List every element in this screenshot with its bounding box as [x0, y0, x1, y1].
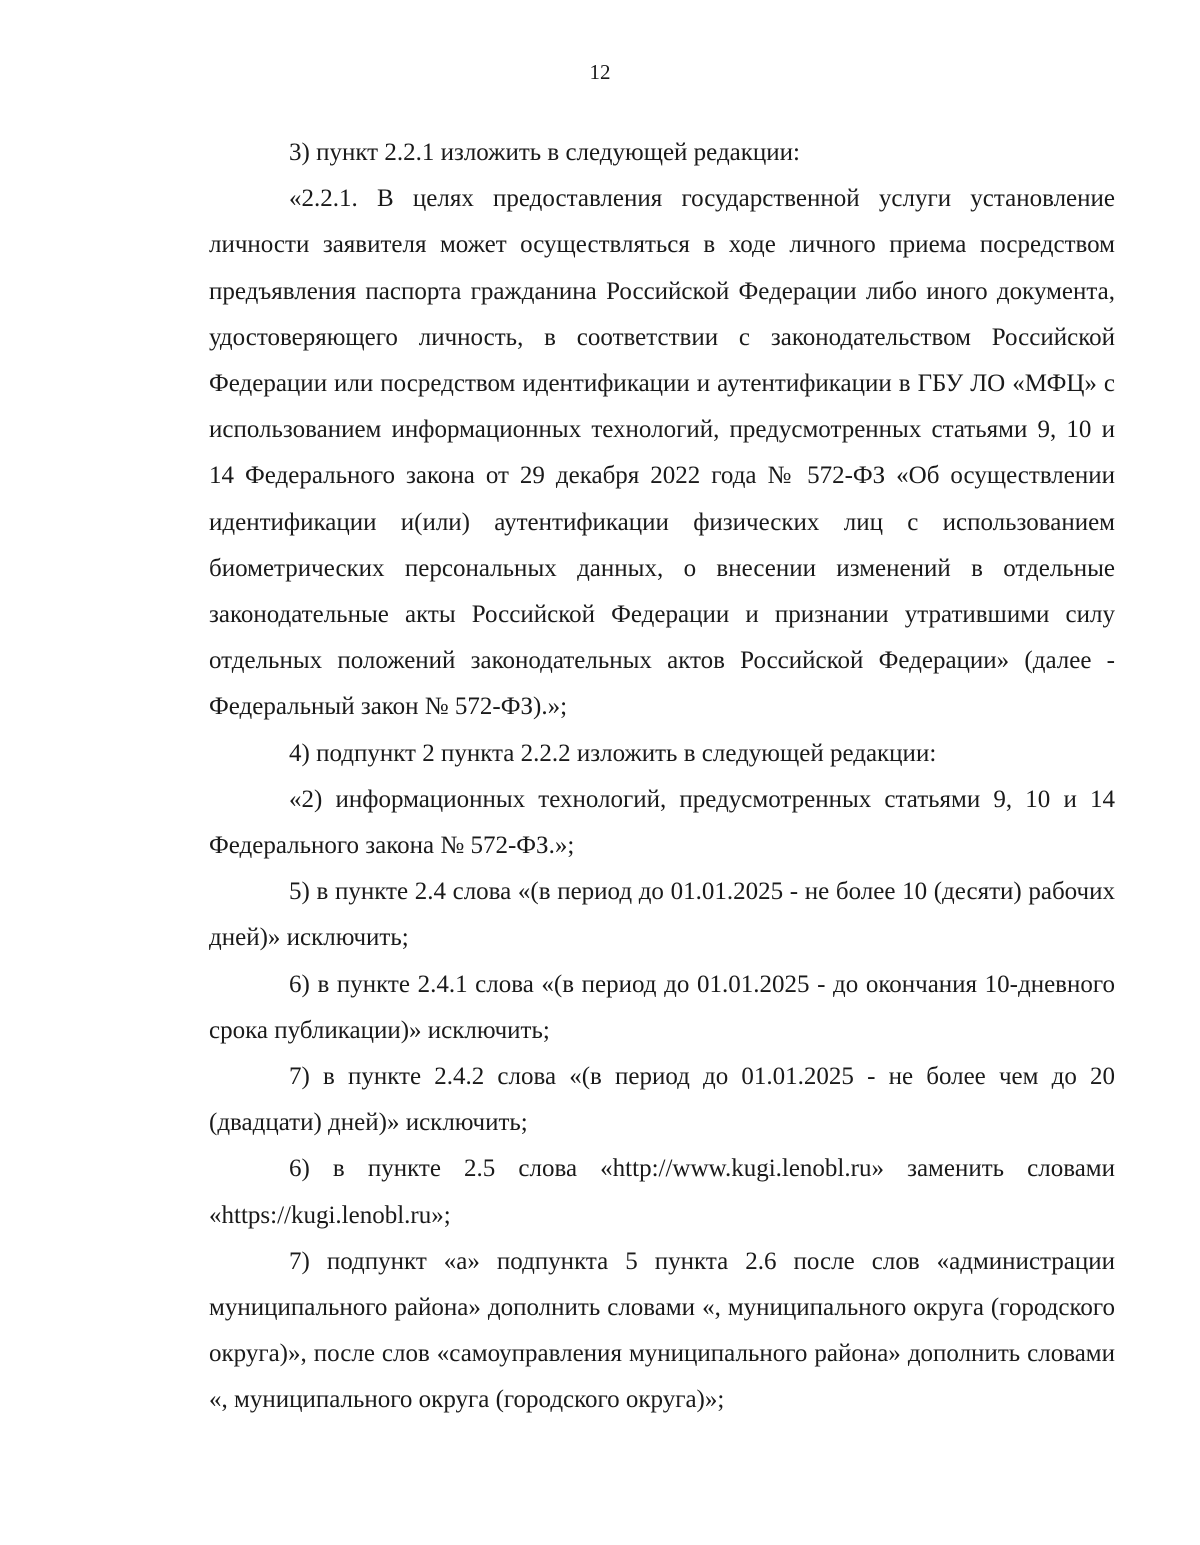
document-body — [209, 130, 1115, 1424]
paragraph-quoted-2-2-1: «2.2.1. В целях предоставления государственной услуги установление личности заявителя может осуществляться в ходе личного приема посредством предъявления паспорта гражданина Российской Федерации либо иного документа, удостоверяющего личность, в соответствии с законодательством Российской Федерации или посредством идентификации и аутентификации в ГБУ ЛО «МФЦ» с использованием информационных технологий, предусмотренных статьями 9, 10 и 14 Федерального закона от 29 декабря 2022 года № 572-ФЗ «Об осуществлении идентификации и(или) аутентификации физических лиц с использованием биометрических персональных данных, о внесении изменений в отдельные законодательные акты Российской Федерации и признании утратившими силу отдельных положений законодательных актов Российской Федерации» (далее - Федеральный закон № 572-ФЗ).»; — [209, 185, 1115, 721]
paragraph-item-5: 5) в пункте 2.4 слова «(в период до 01.01.2025 - не более 10 (десяти) рабочих дней)» исключить; — [209, 878, 1115, 952]
paragraph-quoted-subitem-2: «2) информационных технологий, предусмотренных статьями 9, 10 и 14 Федерального закона № 572-ФЗ.»; — [209, 785, 1115, 860]
paragraph-item-6-second: 6) в пункте 2.5 слова «http://www.kugi.lenobl.ru» заменить словами «https://kugi.lenobl.ru»; — [209, 1155, 1115, 1229]
paragraph-item-7: 7) в пункте 2.4.2 слова «(в период до 01.01.2025 - не более чем до 20 (двадцати) дней)» исключить; — [209, 1063, 1115, 1137]
paragraph-item-6: 6) в пункте 2.4.1 слова «(в период до 01.01.2025 - до окончания 10-дневного срока публикации)» исключить; — [209, 970, 1115, 1044]
paragraph-item-4: 4) подпункт 2 пункта 2.2.2 изложить в следующей редакции: — [289, 739, 937, 767]
paragraph-item-7-second: 7) подпункт «а» подпункта 5 пункта 2.6 после слов «администрации муниципального района» дополнить словами «, муниципального округа (городского округа)», после слов «самоуправления муниципального района» дополнить словами «, муниципального округа (городского округа)»; — [209, 1247, 1115, 1414]
page-number: 12 — [589, 60, 611, 84]
paragraph-item-3: 3) пункт 2.2.1 изложить в следующей редакции: — [289, 139, 800, 166]
